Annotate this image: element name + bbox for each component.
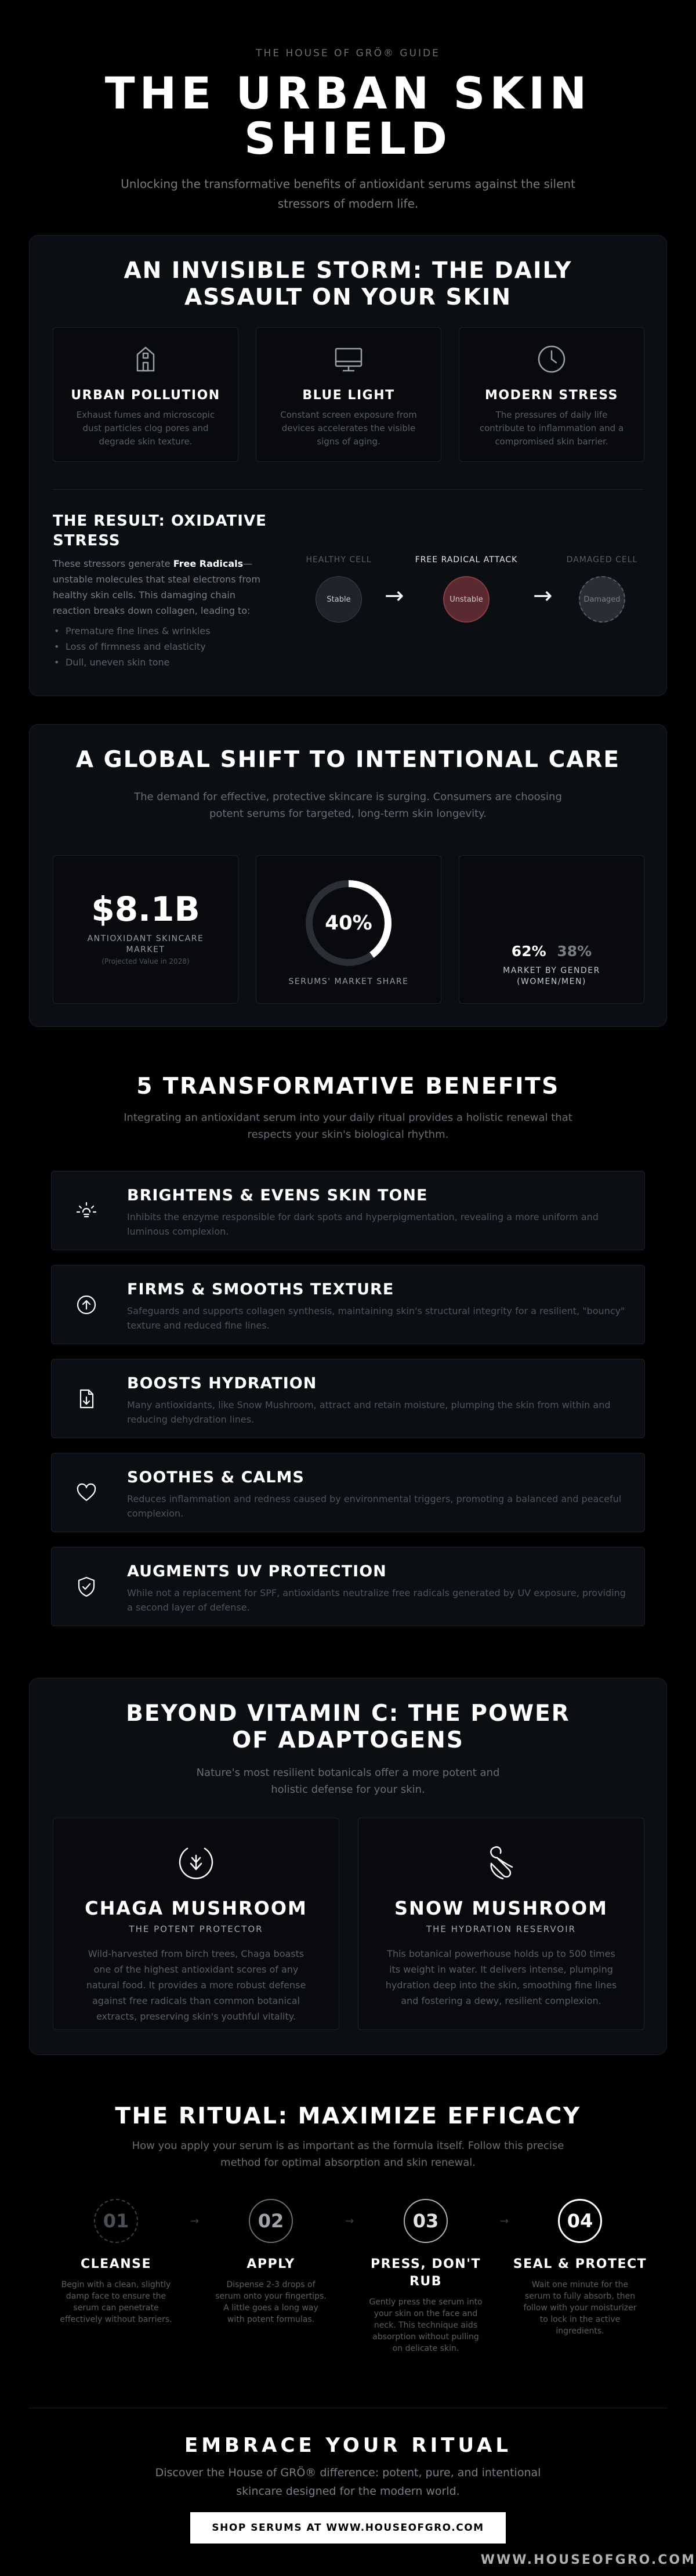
storm-card-title: URBAN POLLUTION	[71, 388, 220, 403]
result-body-post: —unstable molecules that steal electrons from healthy skin cells. This damaging chain reaction breaks down collagen, leading to:	[53, 558, 260, 616]
benefits-subtitle: Integrating an antioxidant serum into your daily ritual provides a holistic renewal that respects your skin's biological rhythm.	[124, 1112, 572, 1141]
page-title: THE URBAN SKIN SHIELD	[104, 67, 592, 164]
market-value-card	[53, 855, 238, 1004]
footer-url[interactable]: WWW.HOUSEOFGRO.COM	[480, 2553, 696, 2567]
benefit-desc: Many antioxidants, like Snow Mushroom, attract and retain moisture, plumping the skin from within and reducing dehydration lines.	[127, 1399, 611, 1425]
chaga-desc: Wild-harvested from birch trees, Chaga boasts one of the highest antioxidant scores of any natural food. It provides a more robust defense against free radicals than common botanical extracts, preserving skin's youthful vitality.	[86, 1948, 306, 2022]
adaptogens-title: BEYOND VITAMIN C: THE POWER OF ADAPTOGENS	[126, 1701, 570, 1753]
benefit-desc: Inhibits the enzyme responsible for dark spots and hyperpigmentation, revealing a more uniform and luminous complexion.	[127, 1211, 599, 1237]
ritual-step-3	[356, 2199, 495, 2354]
step-desc: Begin with a clean, slightly damp face to ensure the serum can penetrate effectively without barriers.	[60, 2280, 172, 2324]
cta-subtitle: Discover the House of GRÖ® difference: potent, pure, and intentional skincare designed for the modern world.	[155, 2466, 541, 2498]
benefit-title: BRIGHTENS & EVENS SKIN TONE	[127, 1186, 428, 1204]
shield-check-icon	[75, 1575, 98, 1598]
market-note: (Projected Value in 2028)	[102, 957, 190, 965]
step-desc: Gently press the serum into your skin on the face and neck. This technique aids absorption without pulling on delicate skin.	[369, 2298, 483, 2353]
sun-icon	[75, 1199, 98, 1222]
benefit-card-uv	[51, 1547, 645, 1626]
step-desc: Wait one minute for the serum to fully absorb, then follow with your moisturizer to lock in the active ingredients.	[523, 2280, 637, 2336]
arrow-right-icon: →	[345, 2215, 354, 2227]
arrow-up-circle-icon	[75, 1293, 98, 1316]
divider	[53, 489, 643, 490]
list-item: • Loss of firmness and elasticity	[53, 639, 276, 654]
chaga-icon	[175, 1841, 217, 1884]
storm-card-pollution	[53, 327, 238, 462]
building-icon	[128, 342, 163, 377]
gender-men: 38%	[557, 943, 592, 960]
page-header	[0, 0, 696, 214]
gender-women: 62%	[511, 943, 546, 960]
market-value: $8.1B	[91, 889, 200, 929]
result-list	[53, 623, 276, 670]
snow-mushroom-card	[358, 1818, 644, 2030]
storm-card-desc: Exhaust fumes and microscopic dust particles clog pores and degrade skin texture.	[76, 410, 215, 447]
shift-subtitle: The demand for effective, protective skincare is surging. Consumers are choosing potent serums for targeted, long-term skin longevity.	[134, 791, 562, 820]
eyebrow: THE HOUSE OF GRÖ® GUIDE	[256, 48, 440, 59]
step-title: PRESS, DON'T RUB	[371, 2257, 481, 2289]
benefit-desc: While not a replacement for SPF, antioxidants neutralize free radicals generated by UV exposure, providing a second layer of defense.	[127, 1587, 626, 1613]
arrow-right-icon: →	[533, 583, 553, 609]
cell-label-attack: FREE RADICAL ATTACK	[415, 555, 518, 565]
monitor-icon	[331, 342, 366, 377]
arrow-right-icon: →	[190, 2215, 200, 2227]
benefit-card-brightens	[51, 1171, 645, 1250]
snow-mushroom-name: SNOW MUSHROOM	[394, 1897, 608, 1919]
storm-card-stress	[459, 327, 644, 462]
benefit-card-soothes	[51, 1453, 645, 1532]
page-subtitle: Unlocking the transformative benefits of antioxidant serums against the silent stressors of modern life.	[121, 177, 575, 211]
gender-values	[459, 943, 644, 960]
shift-panel	[29, 724, 667, 1027]
heart-icon	[75, 1481, 98, 1504]
benefit-card-firms	[51, 1265, 645, 1344]
list-item: • Premature fine lines & wrinkles	[53, 623, 276, 639]
healthy-cell: Stable	[316, 576, 362, 623]
ritual-title: THE RITUAL: MAXIMIZE EFFICACY	[115, 2103, 581, 2129]
share-ring	[303, 878, 394, 968]
step-title: APPLY	[246, 2257, 295, 2271]
benefit-desc: Reduces inflammation and redness caused by environmental triggers, promoting a balanced and peaceful complexion.	[127, 1493, 622, 1519]
storm-card-bluelight	[256, 327, 441, 462]
snow-mushroom-icon	[480, 1841, 523, 1884]
result-title: THE RESULT: OXIDATIVE STRESS	[53, 512, 267, 549]
cell-label-healthy: HEALTHY CELL	[306, 555, 372, 565]
cell-label-damaged: DAMAGED CELL	[566, 555, 638, 565]
list-item: • Dull, uneven skin tone	[53, 654, 276, 670]
ritual-step-1	[46, 2199, 186, 2325]
step-number: 03	[404, 2199, 448, 2243]
benefits-title: 5 TRANSFORMATIVE BENEFITS	[136, 1073, 560, 1099]
adaptogens-panel	[29, 1678, 667, 2055]
ritual-step-4	[510, 2199, 650, 2337]
benefit-title: SOOTHES & CALMS	[127, 1468, 304, 1486]
chaga-card	[53, 1818, 339, 2030]
result-body	[53, 556, 276, 618]
step-title: SEAL & PROTECT	[513, 2257, 647, 2271]
arrow-right-icon: →	[385, 583, 404, 609]
storm-card-desc: The pressures of daily life contribute to inflammation and a compromised skin barrier.	[479, 410, 624, 447]
arrow-right-icon: →	[500, 2215, 509, 2227]
benefit-desc: Safeguards and supports collagen synthesis, maintaining skin's structural integrity for a resilient, "bouncy" texture and reduced fine lines.	[127, 1305, 625, 1331]
shift-title: A GLOBAL SHIFT TO INTENTIONAL CARE	[75, 747, 621, 773]
step-desc: Dispense 2-3 drops of serum onto your fingertips. A little goes a long way with potent formulas.	[215, 2280, 327, 2324]
benefit-title: AUGMENTS UV PROTECTION	[127, 1562, 387, 1580]
result-body-pre: These stressors generate	[53, 558, 173, 569]
ritual-subtitle: How you apply your serum is as important as the formula itself. Follow this precise method for optimal absorption and skin renewal.	[132, 2140, 564, 2169]
share-value: 40%	[325, 911, 372, 935]
market-label: ANTIOXIDANT SKINCARE MARKET	[87, 934, 204, 954]
adaptogens-subtitle: Nature's most resilient botanicals offer a more potent and holistic defense for your skin.	[196, 1767, 500, 1796]
clock-icon	[534, 342, 569, 377]
snow-mushroom-desc: This botanical powerhouse holds up to 500 times its weight in water. It delivers intense, plumping hydration deep into the skin, smoothing fine lines and fostering a dewy, resilient complexion.	[385, 1948, 617, 2006]
step-number: 04	[558, 2199, 602, 2243]
chaga-role: THE POTENT PROTECTOR	[129, 1924, 263, 1934]
damaged-cell: Damaged	[579, 576, 625, 623]
file-download-icon	[75, 1387, 98, 1410]
step-title: CLEANSE	[80, 2257, 151, 2271]
snow-mushroom-role: THE HYDRATION RESERVOIR	[426, 1924, 577, 1934]
gender-label: MARKET BY GENDER (WOMEN/MEN)	[503, 966, 600, 986]
share-label: SERUMS' MARKET SHARE	[288, 977, 409, 986]
benefit-title: BOOSTS HYDRATION	[127, 1374, 317, 1392]
chaga-name: CHAGA MUSHROOM	[85, 1897, 307, 1919]
unstable-cell: Unstable	[443, 576, 490, 623]
step-number: 01	[94, 2199, 138, 2243]
gender-card	[459, 855, 644, 1004]
storm-card-title: BLUE LIGHT	[302, 388, 395, 403]
storm-panel	[29, 235, 667, 696]
storm-title: AN INVISIBLE STORM: THE DAILY ASSAULT ON YOUR SKIN	[124, 258, 572, 310]
result-body-bold: Free Radicals	[173, 558, 244, 569]
storm-card-desc: Constant screen exposure from devices accelerates the visible signs of aging.	[280, 410, 417, 447]
shop-serums-button[interactable]: SHOP SERUMS AT WWW.HOUSEOFGRO.COM	[190, 2512, 506, 2544]
benefit-title: FIRMS & SMOOTHS TEXTURE	[127, 1280, 394, 1298]
benefit-card-hydration	[51, 1359, 645, 1438]
storm-card-title: MODERN STRESS	[485, 388, 618, 403]
market-share-card	[256, 855, 441, 1004]
cta-title: EMBRACE YOUR RITUAL	[184, 2434, 512, 2457]
step-number: 02	[249, 2199, 293, 2243]
ritual-step-2	[201, 2199, 340, 2325]
